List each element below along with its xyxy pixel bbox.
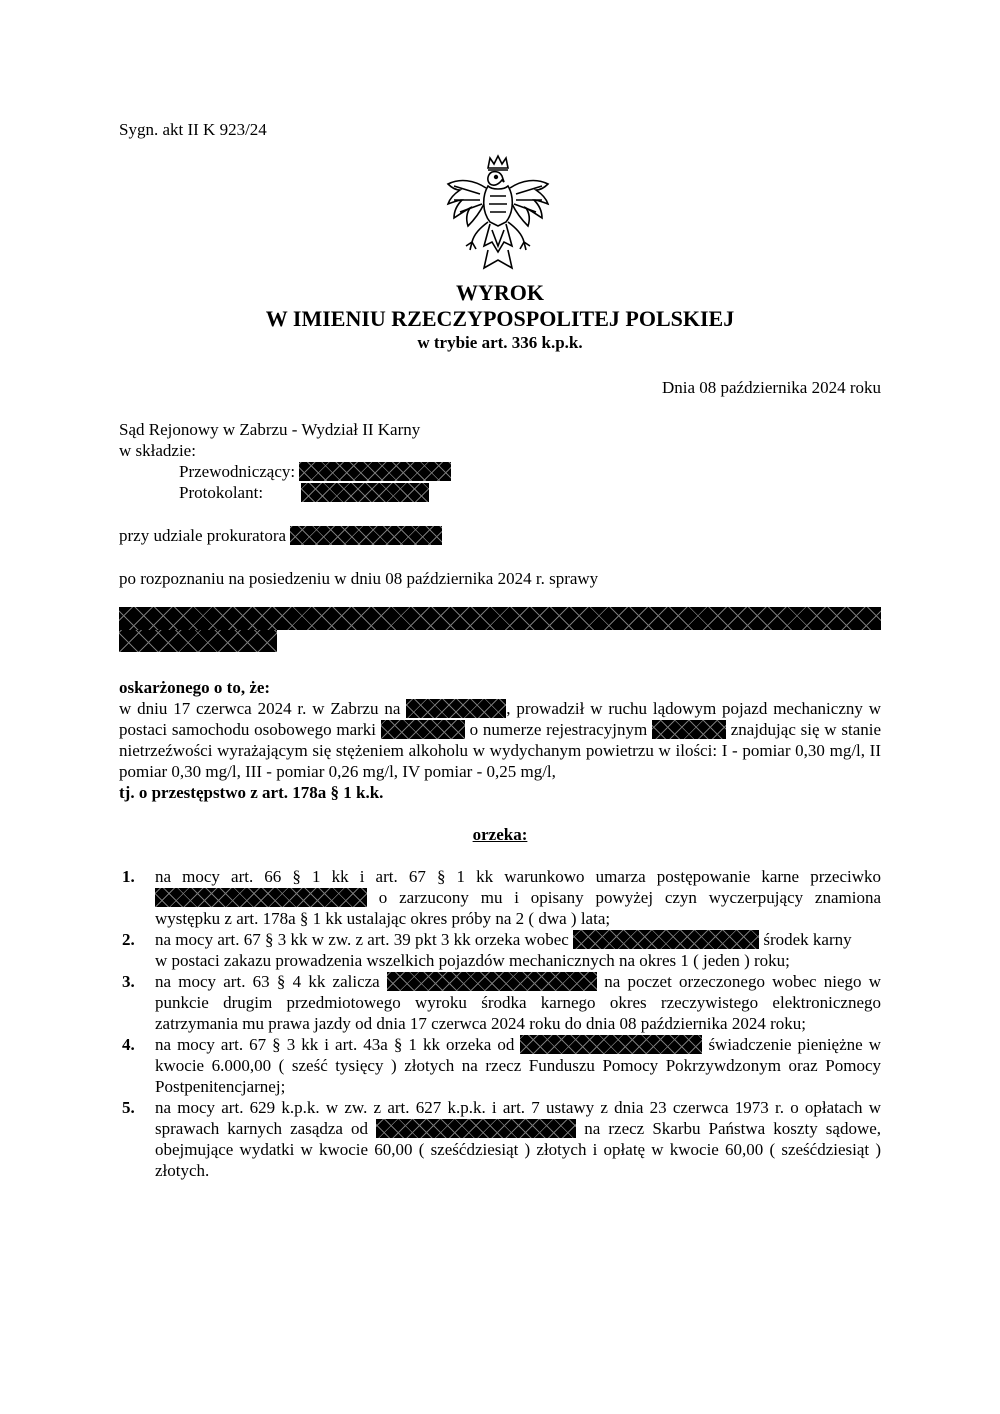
item-4-text-b: świadczenie pieniężne w kwocie 6.000,00 ( sześć tysięcy ) złotych na rzecz Funduszu Pomocy Pokrzywdzonym oraz Pomocy Postpenitencjarnej;: [155, 1035, 881, 1096]
charge-text-2: , prowadził w ruchu lądowym pojazd mechaniczny w postaci samochodu osobowego marki: [119, 699, 881, 739]
clerk-row: [179, 482, 429, 503]
hearing-line: po rozpoznaniu na posiedzeniu w dniu 08 października 2024 r. sprawy: [119, 569, 599, 588]
document-subtitle: W IMIENIU RZECZYPOSPOLITEJ POLSKIEJ: [265, 306, 735, 331]
item-3-text-b: na poczet orzeczonego wobec niego w punkcie drugim przedmiotowego wyroku środka karnego okres rzeczywistego elektronicznego zatrzymania mu prawa jazdy od dnia 17 czerwca 2024 roku do dnia 08 października 2024 roku;: [155, 972, 882, 1033]
ruling-item-2: [119, 929, 881, 971]
item-4-text-a: na mocy art. 67 § 3 kk i art. 43a § 1 kk orzeka od: [155, 1035, 515, 1054]
redacted-defendant: [573, 930, 759, 949]
presiding-label: Przewodniczący:: [179, 462, 296, 481]
item-2-text-c: w postaci zakazu prowadzenia wszelkich pojazdów mechanicznych na okres 1 ( jeden ) roku;: [155, 951, 790, 970]
ruling-item-4: [119, 1034, 881, 1097]
item-number: 2.: [122, 930, 135, 949]
item-2-text-a: na mocy art. 67 § 3 kk w zw. z art. 39 pkt 3 kk orzeka wobec: [155, 930, 569, 949]
item-5-text-b: na rzecz Skarbu Państwa koszty sądowe, obejmujące wydatki w kwocie 60,00 ( sześćdziesiąt ) złotych i opłatę w kwocie 60,00 ( sześćdziesiąt ) złotych.: [155, 1119, 882, 1180]
redacted-defendant: [376, 1119, 576, 1138]
procedure-mode: w trybie art. 336 k.p.k.: [417, 333, 583, 352]
item-1-text-b: o zarzucony mu i opisany powyżej czyn wyczerpujący znamiona występku z art. 178a § 1 kk ustalając okres próby na 2 ( dwa ) lata;: [155, 888, 881, 928]
item-3-text-a: na mocy art. 63 § 4 kk zalicza: [155, 972, 380, 991]
item-5-text-a: na mocy art. 629 k.p.k. w zw. z art. 627 k.p.k. i art. 7 ustawy z dnia 23 czerwca 1973 r. o opłatach w sprawach karnych zasądza od: [155, 1098, 881, 1138]
judgment-date: Dnia 08 października 2024 roku: [661, 378, 881, 397]
redacted-clerk: [301, 483, 429, 502]
prosecutor-label: przy udziale prokuratora: [119, 526, 287, 545]
item-number: 3.: [122, 972, 135, 991]
charge-text-1: w dniu 17 czerwca 2024 r. w Zabrzu na: [119, 699, 401, 718]
redacted-defendant-line-1: [119, 607, 881, 630]
court-name: Sąd Rejonowy w Zabrzu - Wydział II Karny: [119, 420, 421, 439]
item-1-text-a: na mocy art. 66 § 1 kk i art. 67 § 1 kk warunkowo umarza postępowanie karne przeciwko: [155, 867, 881, 886]
ruling-list: [119, 866, 881, 1181]
polish-eagle-emblem: [444, 154, 552, 272]
item-2-text-b: środek karny: [763, 930, 852, 949]
redacted-location: [406, 699, 506, 718]
charge-qualification: tj. o przestępstwo z art. 178a § 1 k.k.: [119, 783, 384, 802]
ruling-heading: orzeka:: [472, 825, 528, 844]
ruling-item-3: [119, 971, 881, 1034]
document-title: WYROK: [456, 280, 544, 305]
item-number: 5.: [122, 1098, 135, 1117]
charge-heading: oskarżonego o to, że:: [119, 678, 271, 697]
item-number: 4.: [122, 1035, 135, 1054]
composition-label: w składzie:: [119, 441, 196, 460]
ruling-item-5: [119, 1097, 881, 1181]
presiding-judge-row: [179, 461, 451, 482]
redacted-defendant: [520, 1035, 702, 1054]
redacted-defendant: [387, 972, 597, 991]
redacted-registration: [652, 720, 726, 739]
charge-text-3: o numerze rejestracyjnym: [469, 720, 648, 739]
redacted-defendant: [155, 888, 367, 907]
prosecutor-row: [119, 525, 442, 546]
charge-text-4: znajdując się w stanie nietrzeźwości wyrażającym się stężeniem alkoholu w wydychanym powietrzu w ilości: I - pomiar 0,30 mg/l, II pomiar 0,30 mg/l, III - pomiar 0,26 mg/l, IV pomiar - 0,25 mg/l,: [119, 720, 882, 781]
item-number: 1.: [122, 867, 135, 886]
clerk-label: Protokolant:: [179, 483, 264, 502]
redacted-prosecutor: [290, 526, 442, 545]
ruling-item-1: [119, 866, 881, 929]
redacted-presiding-judge: [299, 462, 451, 481]
redacted-defendant-line-2: [119, 630, 277, 652]
charge-description: [119, 698, 881, 782]
case-number: Sygn. akt II K 923/24: [119, 120, 267, 139]
redacted-vehicle-make: [381, 720, 465, 739]
